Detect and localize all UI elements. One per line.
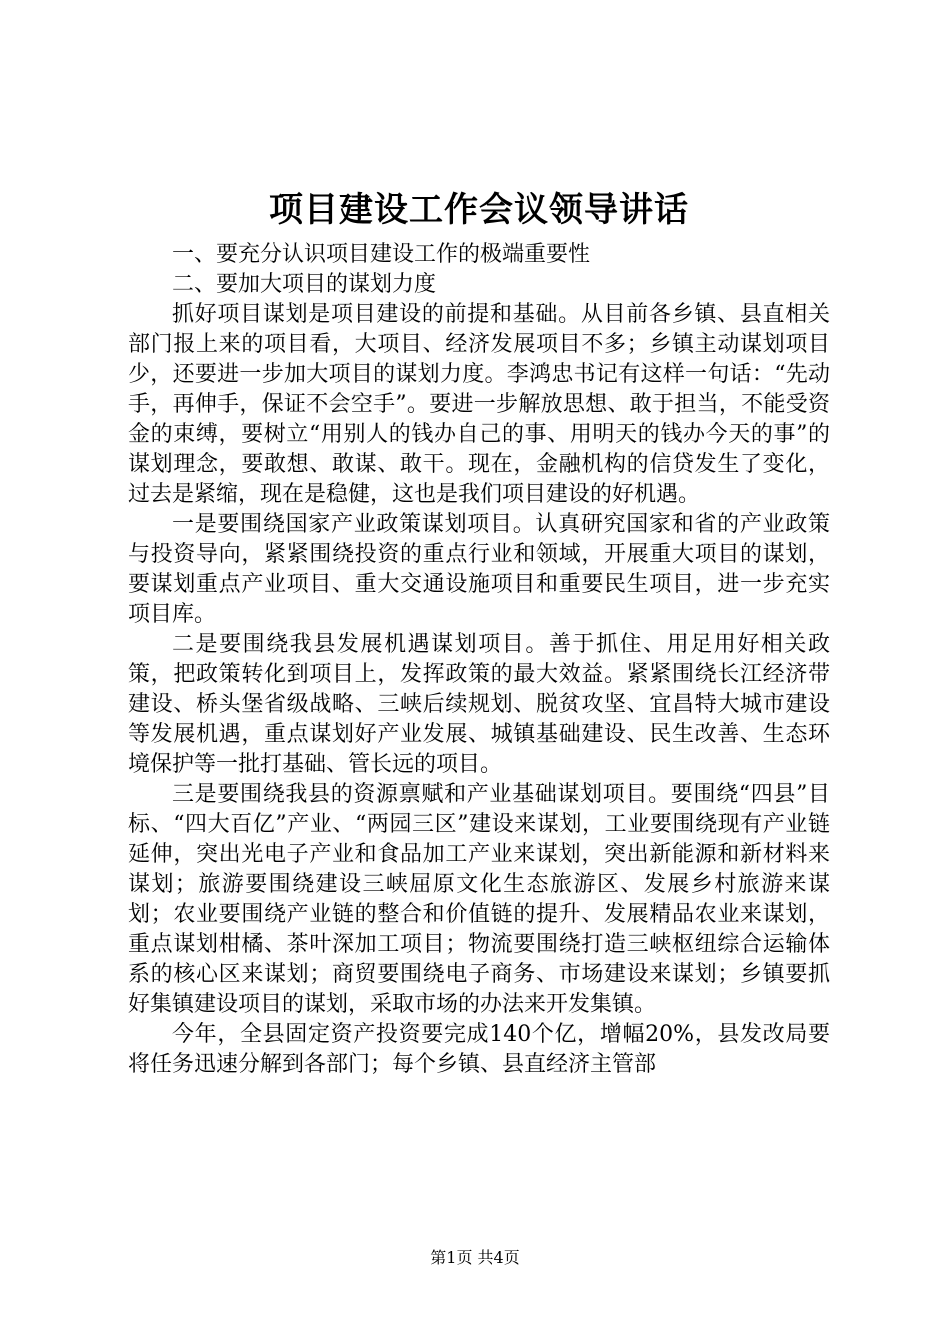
- document-title: 项目建设工作会议领导讲话: [269, 190, 689, 230]
- page-number-footer: 第1页 共4页: [430, 1248, 520, 1267]
- body-paragraph: 今年，全县固定资产投资要完成140个亿，增幅20%，县发改局要将任务迅速分解到各部门；每个乡镇、县直经济主管部: [128, 1022, 830, 1077]
- body-paragraph: 一是要围绕国家产业政策谋划项目。认真研究国家和省的产业政策与投资导向，紧紧围绕投资的重点行业和领域，开展重大项目的谋划，要谋划重点产业项目、重大交通设施项目和重要民生项目，进一步充实项目库。: [128, 512, 830, 627]
- body-paragraph: 抓好项目谋划是项目建设的前提和基础。从目前各乡镇、县直相关部门报上来的项目看，大项目、经济发展项目不多；乡镇主动谋划项目少，还要进一步加大项目的谋划力度。李鸿忠书记有这样一句话：“先动手，再伸手，保证不会空手”。要进一步解放思想、敢于担当，不能受资金的束缚，要树立“用别人的钱办自己的事、用明天的钱办今天的事”的谋划理念，要敢想、敢谋、敢干。现在，金融机构的信贷发生了变化，过去是紧缩，现在是稳健，这也是我们项目建设的好机遇。: [128, 302, 830, 507]
- body-paragraph: 三是要围绕我县的资源禀赋和产业基础谋划项目。要围绕“四县”目标、“四大百亿”产业、“两园三区”建设来谋划，工业要围绕现有产业链延伸，突出光电子产业和食品加工产业来谋划，突出新能源和新材料来谋划；旅游要围绕建设三峡屈原文化生态旅游区、发展乡村旅游来谋划；农业要围绕产业链的整合和价值链的提升、发展精品农业来谋划，重点谋划柑橘、茶叶深加工项目；物流要围绕打造三峡枢纽综合运输体系的核心区来谋划；商贸要围绕电子商务、市场建设来谋划；乡镇要抓好集镇建设项目的谋划，采取市场的办法来开发集镇。: [128, 782, 830, 1017]
- body-paragraph: 二是要围绕我县发展机遇谋划项目。善于抓住、用足用好相关政策，把政策转化到项目上，发挥政策的最大效益。紧紧围绕长江经济带建设、桥头堡省级战略、三峡后续规划、脱贫攻坚、宜昌特大城市建设等发展机遇，重点谋划好产业发展、城镇基础建设、民生改善、生态环境保护等一批打基础、管长远的项目。: [128, 632, 830, 777]
- section-heading-1: 一、要充分认识项目建设工作的极端重要性: [172, 242, 591, 267]
- section-heading-2: 二、要加大项目的谋划力度: [172, 272, 437, 297]
- document-page: [128, 180, 830, 1080]
